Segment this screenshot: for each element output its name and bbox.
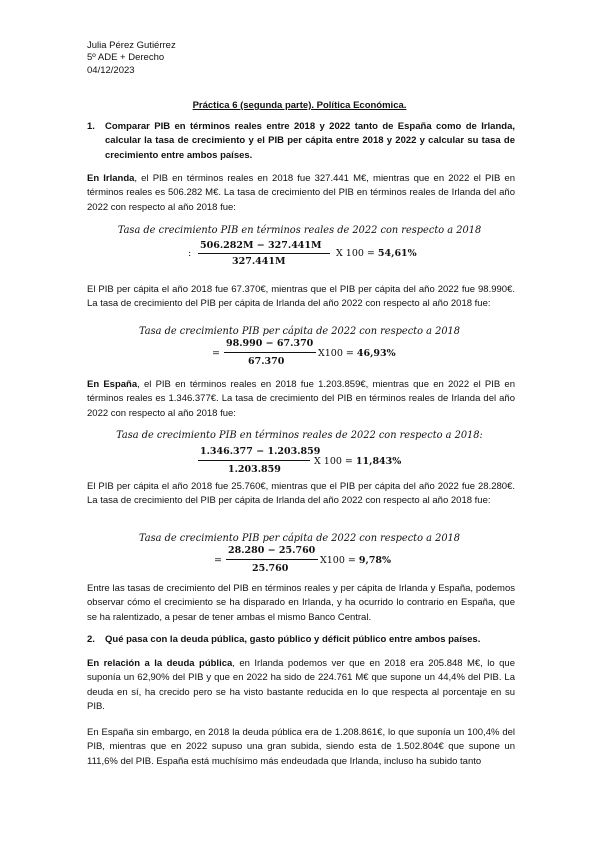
equation-1-caption: Tasa de crecimiento PIB en términos reales de 2022 con respecto a 2018: [117, 225, 482, 236]
question-2-number: 2.: [87, 634, 95, 645]
paragraph-irlanda-pib-lead: En Irlanda: [87, 173, 135, 184]
equation-1-denominator: 327.441M: [232, 256, 286, 267]
author-course: 5º ADE + Derecho: [87, 52, 165, 63]
equation-1-result: 54,61%: [377, 248, 417, 259]
equation-4-operator: X100 =: [320, 555, 359, 566]
paragraph-deuda-irlanda-lead: En relación a la deuda pública: [87, 658, 233, 669]
question-1-number: 1.: [87, 121, 95, 132]
equation-3-denominator: 1.203.859: [228, 464, 281, 475]
equation-3-caption: Tasa de crecimiento PIB en términos reales de 2022 con respecto a 2018:: [116, 430, 483, 441]
equation-1: : 506.282M − 327.441M 327.441M X 100 = 54,61%: [188, 240, 417, 267]
paragraph-deuda-irlanda-text: , en Irlanda podemos ver que en 2018 era 205.848 M€, lo que suponía un 62,90% del PIB y que en 2022 ha sido de 224.761 M€ que supone un 44,4% del PIB. La deuda en sí, ha crecido pero se ha visto bastante reducida en lo que respecta al porcentaje en su PIB.: [87, 658, 515, 712]
question-2: [87, 633, 515, 647]
paragraph-deuda-irlanda: [87, 657, 515, 714]
equation-2-denominator: 67.370: [248, 356, 285, 367]
author-name: Julia Pérez Gutiérrez: [87, 40, 176, 51]
equation-2-operator: X100 =: [318, 348, 357, 359]
question-1-text: Comparar PIB en términos reales entre 2018 y 2022 tanto de España como de Irlanda, calcular la tasa de crecimiento y el PIB per cápita entre 2018 y 2022 y calcular su tasa de crecimiento entre ambos países.: [105, 121, 515, 161]
paragraph-espana-pc: El PIB per cápita el año 2018 fue 25.760€, mientras que el PIB per cápita del año 2022 fue 28.280€. La tasa de crecimiento del PIB per cápita de Irlanda del año 2022 con respecto al año 2018 fue:: [87, 481, 515, 507]
question-1: [87, 120, 515, 163]
equation-4-denominator: 25.760: [252, 563, 289, 574]
equation-4: = 28.280 − 25.760 25.760 X100 = 9,78%: [214, 545, 392, 574]
equation-2-caption: Tasa de crecimiento PIB per cápita de 2022 con respecto a 2018: [138, 326, 461, 337]
page-title: Práctica 6 (segunda parte). Política Económica.: [192, 100, 407, 111]
equation-4-result: 9,78%: [358, 555, 392, 566]
paragraph-conclusion: Entre las tasas de crecimiento del PIB en términos reales y per cápita de Irlanda y España, podemos observar cómo el crecimiento se ha disparado en Irlanda, y ha ocurrido lo contrario en España, que se ha ralentizado, a pesar de tener ambas el mismo Banco Central.: [87, 583, 515, 623]
equation-2-result: 46,93%: [356, 348, 396, 359]
paragraph-espana-pib: [87, 378, 515, 421]
paragraph-irlanda-pib-text: , el PIB en términos reales en 2018 fue 327.441 M€, mientras que en 2022 el PIB en términos reales es 506.282 M€. La tasa de crecimiento del PIB en términos reales de Irlanda del año 2022 con respecto al año 2018 fue:: [87, 173, 516, 213]
paragraph-irlanda-pib: [87, 172, 515, 215]
equation-1-numerator: 506.282M − 327.441M: [200, 240, 322, 251]
equation-2: = 98.990 − 67.370 67.370 X100 = 46,93%: [212, 338, 396, 367]
equation-3: [0, 446, 599, 478]
question-2-text: Qué pasa con la deuda pública, gasto público y déficit público entre ambos países.: [105, 634, 481, 645]
paragraph-espana-pib-text: , el PIB en términos reales en 2018 fue 1.203.859€, mientras que en 2022 el PIB en términos reales es 1.346.377€. La tasa de crecimiento del PIB en términos reales de Irlanda del año 2022 con respecto al año 2018 fue:: [87, 379, 515, 419]
equation-1-operator: X 100 =: [336, 248, 378, 259]
equation-3-operator: X 100 =: [314, 456, 356, 467]
equation-3-numerator: 1.346.377 − 1.203.859: [200, 446, 321, 457]
equation-3-result: 11,843%: [355, 456, 402, 467]
paragraph-deuda-espana: En España sin embargo, en 2018 la deuda pública era de 1.208.861€, lo que suponía un 100,4% del PIB, mientras que en 2022 supuso una gran subida, siendo esta de 1.502.804€ que supone un 111,6% del PIB. España está muchísimo más endeudada que Irlanda, incluso ha subido tanto: [87, 727, 515, 767]
document-date: 04/12/2023: [87, 65, 135, 76]
equation-4-numerator: 28.280 − 25.760: [228, 545, 316, 556]
paragraph-espana-pib-lead: En España: [87, 379, 138, 390]
equation-4-caption: Tasa de crecimiento PIB per cápita de 2022 con respecto a 2018: [138, 533, 461, 544]
equation-2-numerator: 98.990 − 67.370: [226, 338, 314, 349]
paragraph-irlanda-pc: El PIB per cápita el año 2018 fue 67.370€, mientras que el PIB per cápita del año 2022 fue 98.990€. La tasa de crecimiento del PIB per cápita de Irlanda del año 2022 con respecto al año 2018 fue:: [87, 284, 515, 310]
